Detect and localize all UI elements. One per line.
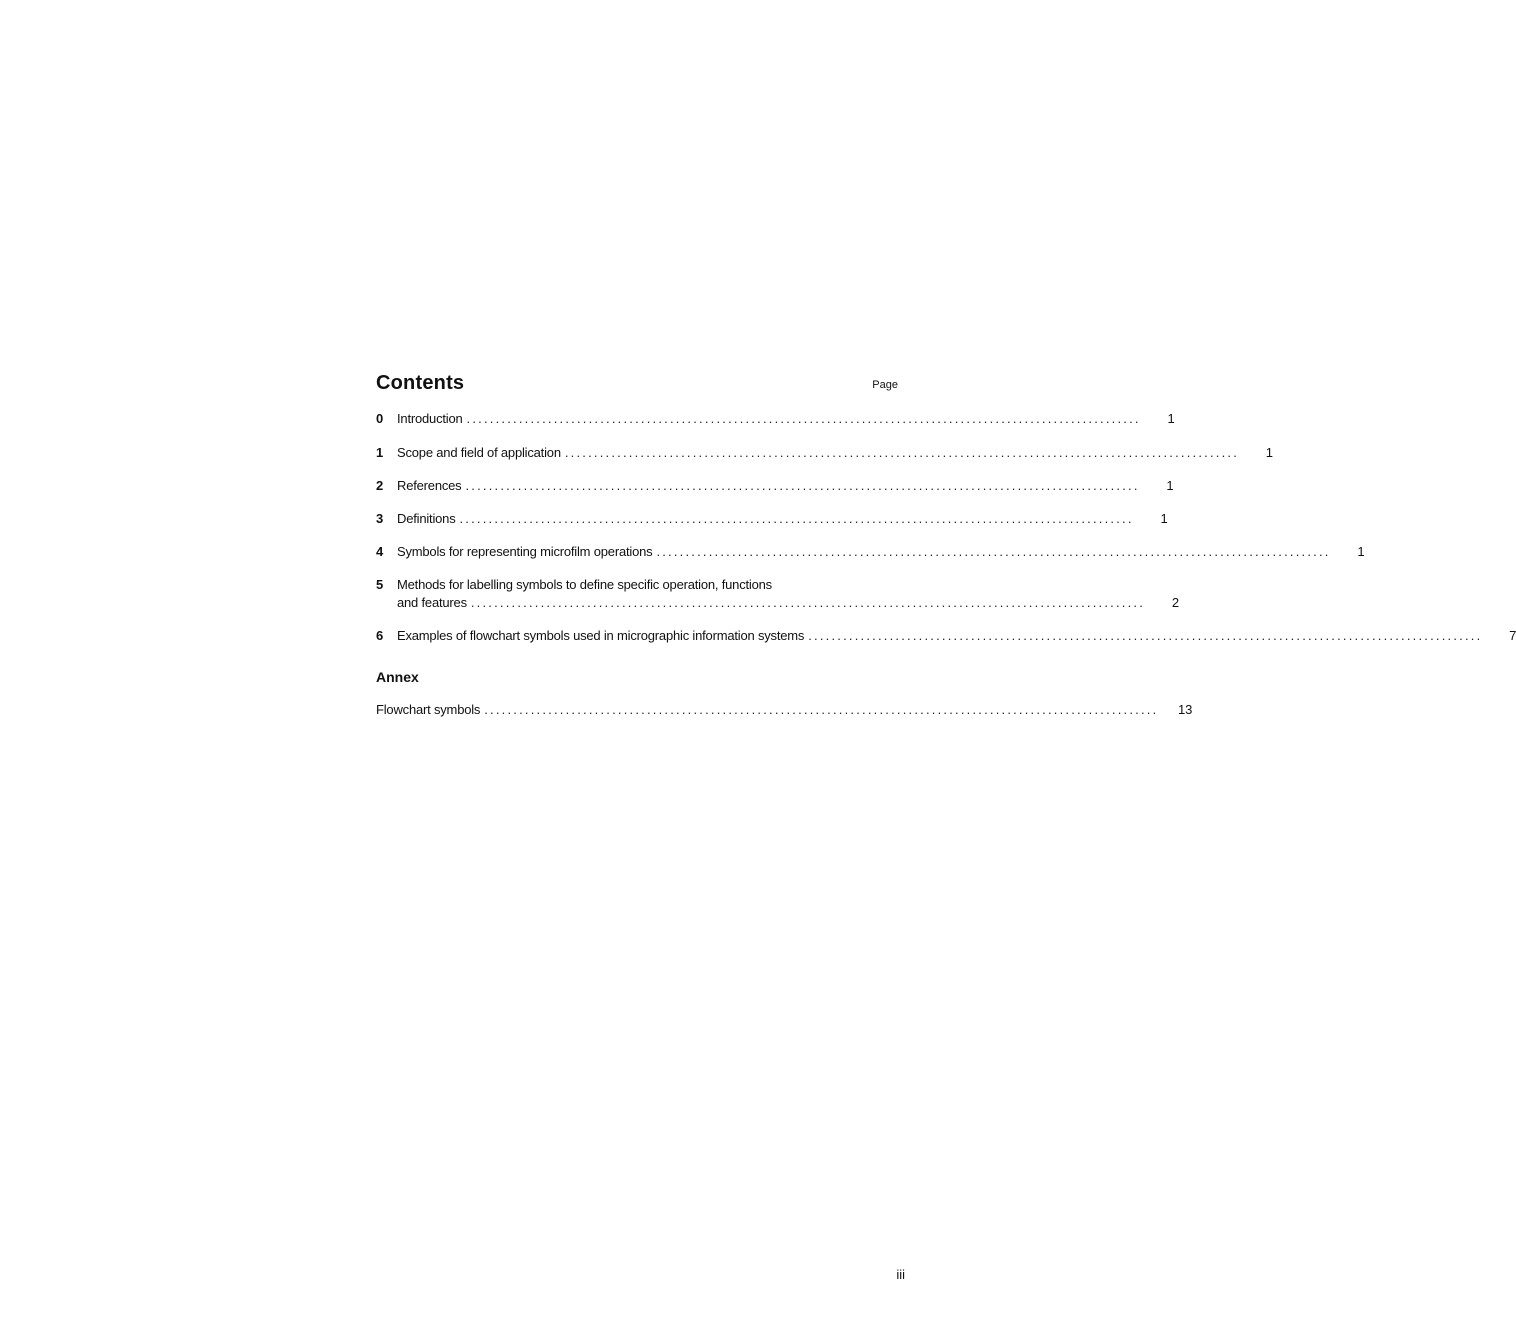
dot-leader: ....................................................................................................................: [656, 544, 1331, 559]
entry-page: 1: [1357, 544, 1365, 559]
entry-title: References: [397, 478, 462, 493]
entry-number: 1: [376, 445, 384, 460]
entry-page: 1: [1166, 478, 1174, 493]
entry-number: 6: [376, 628, 384, 643]
entry-number: 3: [376, 511, 384, 526]
toc-entry-scope[interactable]: [376, 445, 1274, 461]
toc-entry-symbols[interactable]: [376, 544, 1365, 560]
dot-leader: ....................................................................................................................: [459, 511, 1134, 526]
dot-leader: ....................................................................................................................: [470, 595, 1146, 610]
contents-title: Contents: [376, 372, 465, 394]
toc-header: [376, 372, 900, 400]
dot-leader: ....................................................................................................................: [466, 411, 1141, 426]
entry-number: 5: [376, 577, 384, 592]
dot-leader: ....................................................................................................................: [465, 478, 1140, 493]
entry-title: Examples of flowchart symbols used in micrographic information systems: [397, 628, 805, 643]
entry-title: Introduction: [397, 411, 463, 426]
entry-page: 13: [1177, 702, 1193, 717]
table-of-contents: [376, 372, 1516, 717]
entry-title: Symbols for representing microfilm operations: [397, 544, 653, 559]
entry-title-line2: and features: [397, 595, 467, 610]
toc-entry-labelling-methods[interactable]: [376, 577, 1180, 611]
toc-entry-flowchart-symbols[interactable]: [376, 702, 1193, 718]
annex-heading: Annex: [376, 669, 419, 685]
dot-leader: ....................................................................................................................: [564, 445, 1240, 460]
entry-page: 1: [1265, 445, 1274, 460]
entry-page: 7: [1509, 628, 1516, 643]
page-folio: iii: [896, 1267, 905, 1282]
dot-leader: ....................................................................................................................: [484, 702, 1159, 717]
dot-leader: ....................................................................................................................: [808, 628, 1483, 643]
toc-entry-introduction[interactable]: [376, 411, 1175, 427]
entry-number: 2: [376, 478, 384, 493]
toc-entry-examples[interactable]: [376, 628, 1516, 644]
entry-title-line1: Methods for labelling symbols to define specific operation, functions: [397, 577, 772, 592]
toc-entry-definitions[interactable]: [376, 511, 1168, 527]
entry-title: Scope and field of application: [397, 445, 561, 460]
entry-page: 2: [1171, 595, 1180, 610]
entry-page: 1: [1160, 511, 1168, 526]
entry-title: Flowchart symbols: [376, 702, 481, 717]
entry-title: Definitions: [397, 511, 456, 526]
toc-entry-references[interactable]: [376, 478, 1174, 494]
page-column-label: Page: [872, 379, 898, 391]
entry-number: 0: [376, 411, 384, 426]
entry-page: 1: [1167, 411, 1175, 426]
entry-number: 4: [376, 544, 384, 559]
